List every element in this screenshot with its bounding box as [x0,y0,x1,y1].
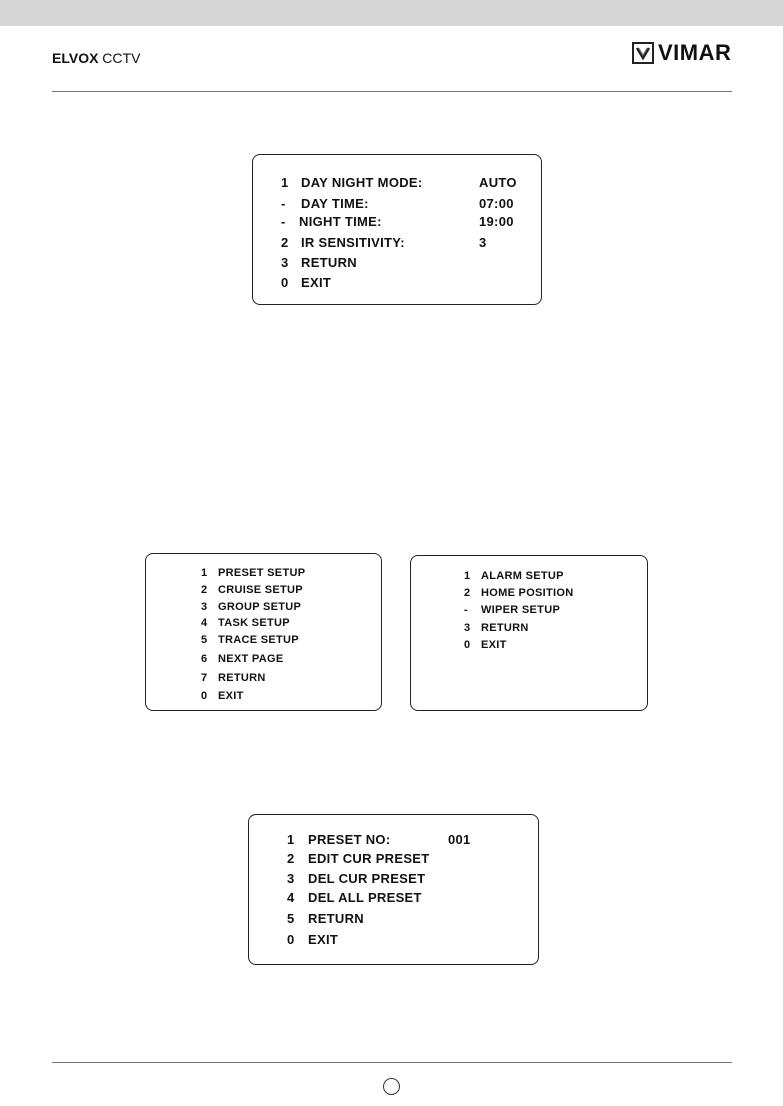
vimar-check-icon [632,42,654,64]
vimar-logo [632,40,731,66]
osd-function-menu-page1: 1 PRESET SETUP 2 CRUISE SETUP 3 GROUP SETUP 4 TASK SETUP 5 TRACE SETUP 6 NEXT PAGE 7 RETURN 0 EXIT [145,553,382,711]
header-divider [52,91,732,92]
osd-function-menu-page2: 1 ALARM SETUP 2 HOME POSITION - WIPER SETUP 3 RETURN 0 EXIT [410,555,648,711]
footer-divider [52,1062,732,1063]
vimar-logo-text: VIMAR [658,40,732,65]
elvox-cctv-logo: ELVOX CCTV [52,50,141,66]
top-bar [0,0,783,26]
osd-daynight-menu: 1 DAY NIGHT MODE: AUTO - DAY TIME: 07:00 - NIGHT TIME: 19:00 2 IR SENSITIVITY: 3 3 RETURN 0 EXIT [252,154,542,305]
osd-preset-menu: 1 PRESET NO: 001 2 EDIT CUR PRESET 3 DEL CUR PRESET 4 DEL ALL PRESET 5 RETURN 0 EXIT [248,814,539,965]
page-number-circle [383,1078,400,1095]
